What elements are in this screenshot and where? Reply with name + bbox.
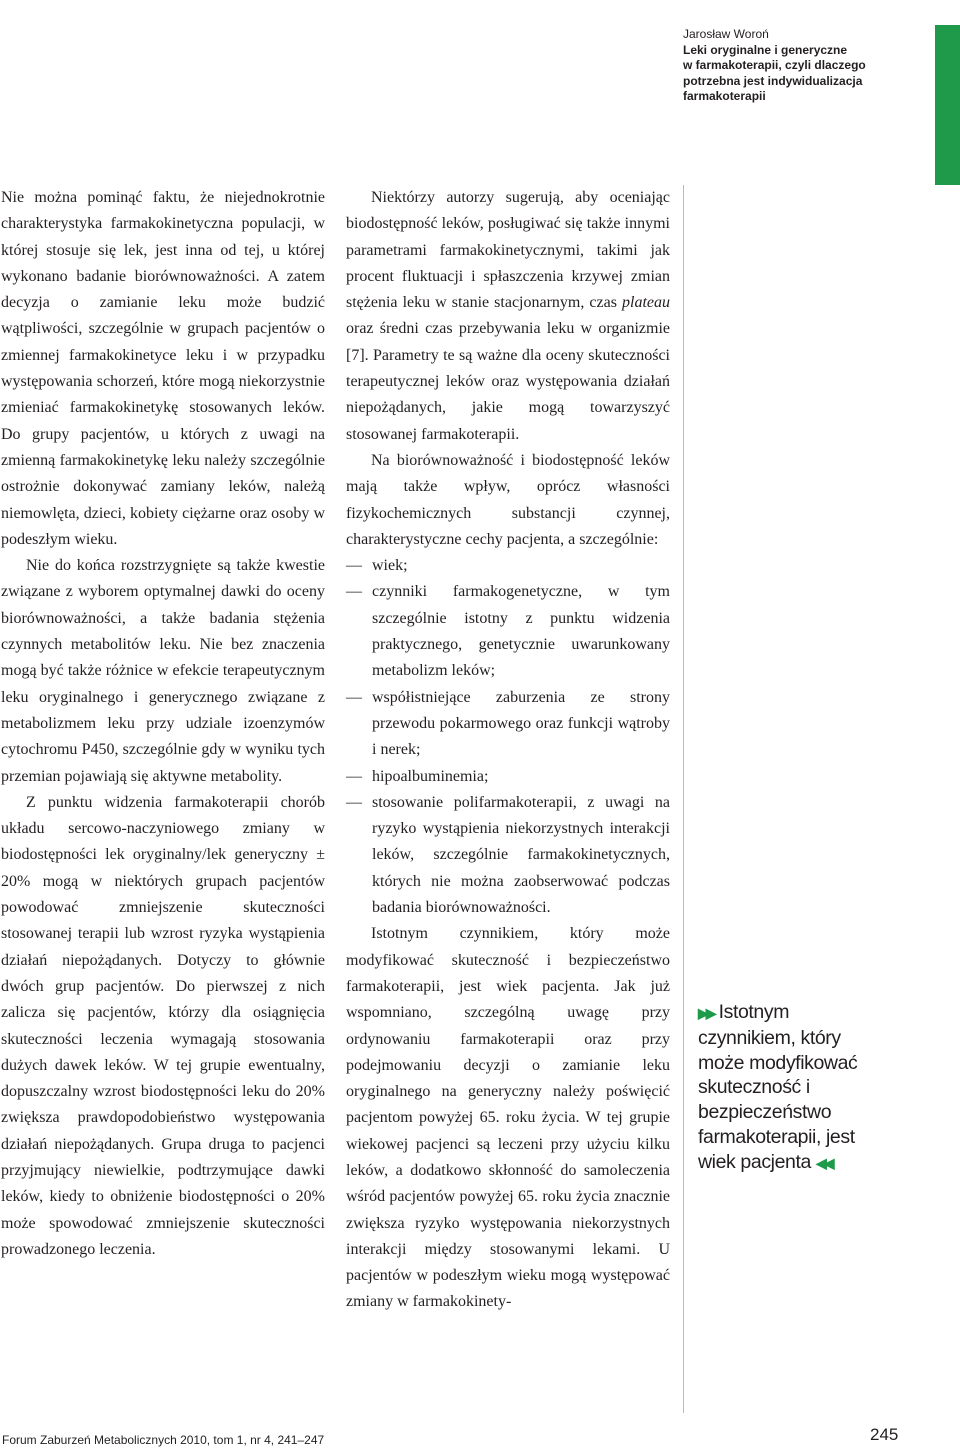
middle-column [346,185,670,1316]
list-item-text: stosowanie polifarmakoterapii, z uwagi na ryzyko wystąpienia niekorzystnych interakcji leków, szczególnie farmakokinetycznych, których nie można zaobserwować podczas badania biorównoważności. [372,793,670,917]
pull-quote [698,1000,868,1176]
accent-bar [935,25,960,185]
list-item [346,553,670,579]
double-arrow-left-icon: ◀◀ [815,1154,832,1171]
paragraph: Istotnym czynnikiem, który może modyfikować skuteczność i bezpieczeństwo farmakoterapii, jest wiek pacjenta. Jak już wspomniano, szczególną uwagę przy ordynowaniu farmakoterapii oraz przy podejmowaniu decyzji o zamianie leku oryginalnego na generyczny należy poświęcić pacjentom powyżej 65. roku życia. W tej grupie wiekowej pacjenci są leczeni przy użyciu kilku leków, a dodatkowo skłonność do samoleczenia wśród pacjentów powyżej 65. roku życia znacznie zwiększa ryzyko występowania niekorzystnych interakcji między stosowanymi lekami. U pacjentów w podeszłym wieku mogą występować zmiany w farmakokinety- [346,925,670,1311]
dash-bullet: — [346,793,362,811]
list-item-text: współistniejące zaburzenia ze strony przewodu pokarmowego oraz funkcji wątroby i nerek; [372,688,670,759]
dash-bullet: — [346,767,362,785]
header-title-line: potrzebna jest indywidualizacja [683,73,863,88]
list-item [346,790,670,921]
header-title-line: Leki oryginalne i generyczne [683,42,848,57]
header-title-line: farmakoterapii [683,89,766,103]
list-item-text: czynniki farmakogenetyczne, w tym szczególnie istotny z punktu widzenia praktycznego, genetycznie uwarunkowany metabolizm leków; [372,583,670,680]
column-divider [683,185,684,1413]
list-item [346,764,670,790]
paragraph-text: oraz średni czas przebywania leku w organizmie [7]. Parametry te są ważne dla oceny skuteczności terapeutycznej leków oraz występowania działań niepożądanych, jakie mogą towarzyszyć stosowanej farmakoterapii. [346,320,670,443]
double-arrow-right-icon: ▶▶ [698,1005,714,1021]
pull-quote-text: Istotnym czynnikiem, który może modyfikować skuteczność i bezpieczeństwo farmakoterapii, jest wiek pacjenta [698,1001,858,1173]
list-item [346,579,670,684]
paragraph: Nie można pominąć faktu, że niejednokrotnie charakterystyka farmakokinetyczna populacji, w której stosuje się lek, jest inna od tej, u której wykonano badanie biorównoważności. A zatem decyzja o zamianie leku może budzić wątpliwości, szczególnie w grupach pacjentów o zmiennej farmakokinetyce leku i w przypadku występowania schorzeń, które mogą niekorzystnie zmieniać farmakokinetykę stosowanych leków. Do grupy pacjentów, u których z uwagi na zmienną farmakokinetykę leku należy szczególnie ostrożnie dokonywać zamiany leków, należą niemowlęta, dzieci, kobiety ciężarne oraz osoby w podeszłym wieku. [1,189,325,548]
paragraph: Na biorównoważność i biodostępność leków mają także wpływ, oprócz własności fizykochemicznych substancji czynnej, charakterystyczne cechy pacjenta, a szczególnie: [346,451,670,548]
paragraph: Nie do końca rozstrzygnięte są także kwestie związane z wyborem optymalnej dawki do oceny biorównoważności, a także badania stężenia czynnych metabolitów leku. Nie bez znaczenia mogą być także różnice w efekcie terapeutycznym leku oryginalnego i generycznego związane z metabolizmem leku przy udziale izoenzymów cytochromu P450, szczególnie gdy w wyniku tych przemian pojawiają się aktywne metabolity. [1,557,325,785]
dash-bullet: — [346,557,362,575]
emphasis-text: plateau [622,294,670,312]
dash-bullet: — [346,688,362,706]
paragraph-text: Niektórzy autorzy sugerują, aby oceniając biodostępność leków, posługiwać się także innymi parametrami farmakokinetycznymi, takimi jak procent fluktuacji i spłaszczenia krzywej zmian stężenia leku w stanie stacjonarnym, czas [346,189,670,312]
list-item [346,685,670,764]
page-number: 245 [870,1425,899,1444]
running-header [683,27,923,105]
list-item-text: wiek; [372,557,408,575]
paragraph: Z punktu widzenia farmakoterapii chorób układu sercowo-naczyniowego zmiany w biodostępności lek oryginalny/lek generyczny ± 20% mogą w niektórych grupach pacjentów powodować zmniejszenie skuteczności stosowanej terapii lub wzrost ryzyka wystąpienia działań niepożądanych. Dotyczy to głównie dwóch grup pacjentów. Do pierwszej z nich zalicza się pacjentów, którzy dla osiągnięcia skuteczności leczenia wymagają stosowania dużych dawek leków. W tej grupie ewentualny, dopuszczalny wzrost biodostępności leku do 20% zwiększa prawdopodobieństwo występowania działań niepożądanych. Grupa druga to pacjenci przyjmujący niewielkie, podtrzymujące dawki leków, kiedy to obniżenie biodostępności o 20% może spowodować zmniejszenie skuteczności prowadzonego leczenia. [1,793,325,1258]
list-item-text: hipoalbuminemia; [372,767,489,785]
header-author: Jarosław Woroń [683,27,769,41]
dash-bullet: — [346,583,362,601]
journal-citation: Forum Zaburzeń Metabolicznych 2010, tom 1, nr 4, 241–247 [2,1433,325,1447]
left-column [1,185,325,1263]
factor-list [346,553,670,921]
header-title-line: w farmakoterapii, czyli dlaczego [683,58,866,72]
paragraph [346,185,670,448]
